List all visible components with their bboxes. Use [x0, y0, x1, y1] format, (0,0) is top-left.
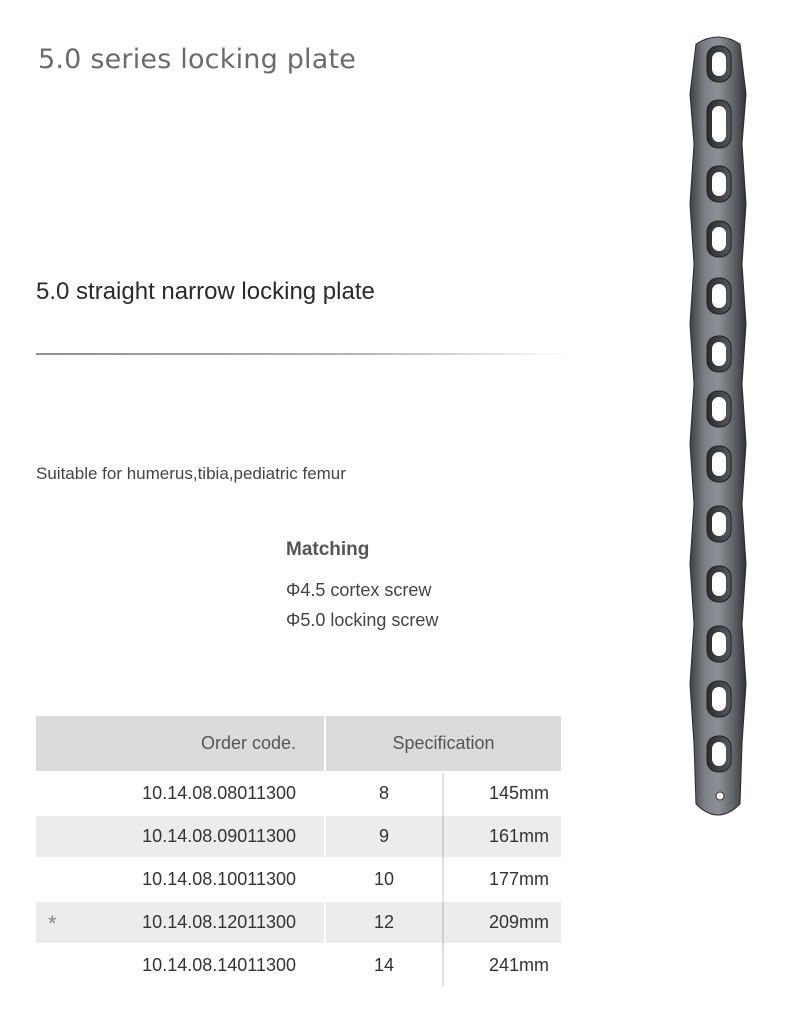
order-code-cell: 10.14.08.10011300	[36, 858, 325, 901]
star-marker-icon: *	[48, 911, 57, 936]
plate-end-hole	[716, 792, 724, 800]
hole-count-cell: 10	[325, 858, 443, 901]
plate-hole-opening	[712, 172, 726, 196]
plate-hole-opening	[712, 397, 726, 421]
order-code-table	[36, 716, 561, 986]
order-code-header: Order code.	[36, 716, 325, 772]
order-code-cell: * 10.14.08.12011300	[36, 901, 325, 944]
plate-hole-opening	[712, 512, 726, 536]
title-divider	[36, 353, 572, 355]
specification-header: Specification	[325, 716, 561, 772]
order-code-cell: 10.14.08.08011300	[36, 772, 325, 815]
table-row	[36, 858, 561, 901]
plate-hole-opening	[712, 284, 726, 308]
length-cell: 177mm	[443, 858, 561, 901]
order-code-cell: 10.14.08.09011300	[36, 815, 325, 858]
hole-count-cell: 8	[325, 772, 443, 815]
series-title: 5.0 series locking plate	[38, 44, 357, 75]
table-header-row	[36, 716, 561, 772]
order-code-cell: 10.14.08.14011300	[36, 944, 325, 986]
locking-plate-illustration	[682, 34, 754, 824]
hole-count-cell: 14	[325, 944, 443, 986]
suitable-for-text: Suitable for humerus,tibia,pediatric femur	[36, 464, 346, 483]
plate-hole-opening	[712, 687, 726, 711]
locking-plate-image	[682, 34, 754, 824]
length-cell: 209mm	[443, 901, 561, 944]
plate-hole-opening	[712, 106, 726, 142]
plate-hole-opening	[712, 742, 726, 766]
hole-count-cell: 12	[325, 901, 443, 944]
length-cell: 145mm	[443, 772, 561, 815]
table-row	[36, 815, 561, 858]
matching-list	[286, 578, 438, 638]
table-row	[36, 944, 561, 986]
hole-count-cell: 9	[325, 815, 443, 858]
matching-heading: Matching	[286, 539, 370, 560]
plate-hole-opening	[712, 452, 726, 476]
plate-hole-opening	[712, 632, 726, 656]
product-title: 5.0 straight narrow locking plate	[36, 278, 375, 305]
length-cell: 241mm	[443, 944, 561, 986]
table-row	[36, 901, 561, 944]
matching-item-cortex-screw: Φ4.5 cortex screw	[286, 580, 432, 600]
plate-hole-opening	[712, 227, 726, 251]
plate-hole-opening	[712, 572, 726, 596]
matching-item-locking-screw: Φ5.0 locking screw	[286, 610, 439, 630]
table-row	[36, 772, 561, 815]
plate-hole-opening	[712, 342, 726, 366]
length-cell: 161mm	[443, 815, 561, 858]
plate-hole-opening	[712, 52, 726, 76]
